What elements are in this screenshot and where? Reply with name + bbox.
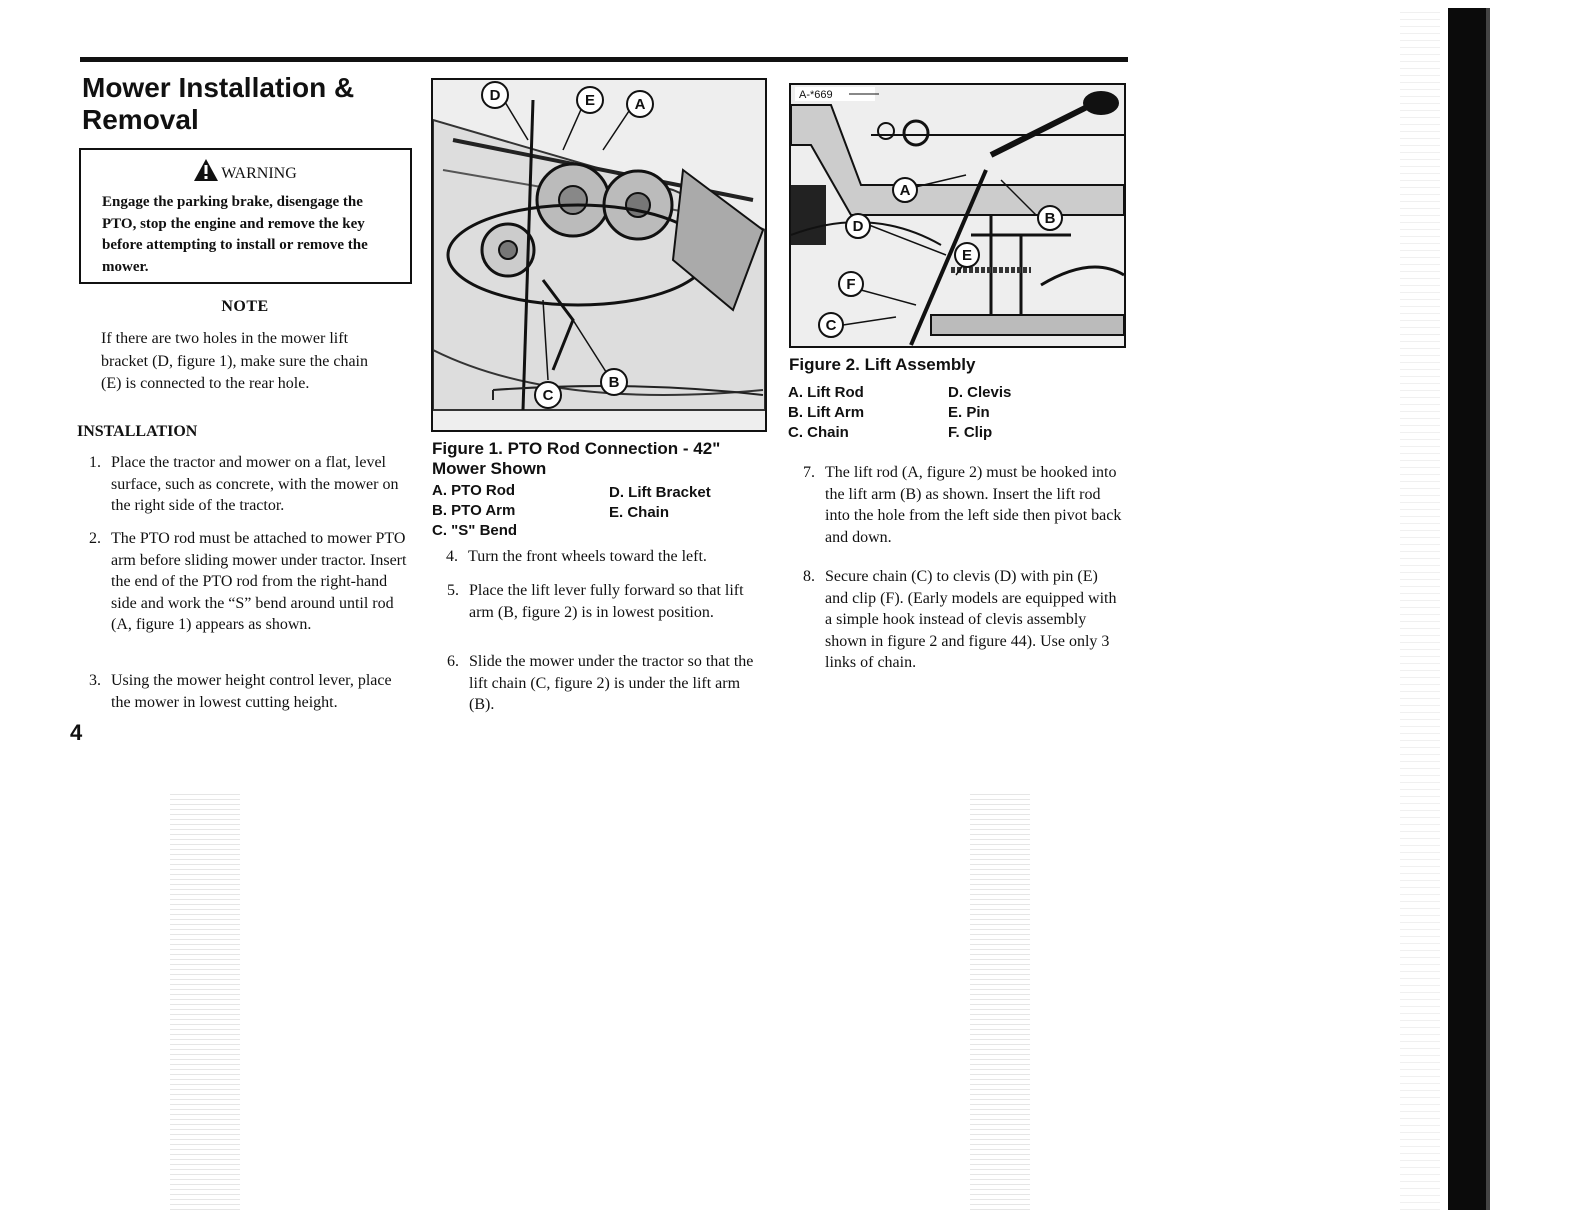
step-4: [446, 546, 766, 568]
warning-heading: [100, 158, 390, 183]
scan-noise: [970, 790, 1030, 1210]
callout-e: E: [584, 92, 596, 109]
legend-item: A. PTO Rod: [432, 482, 516, 499]
step-5: [447, 580, 767, 623]
figure-2-caption: Figure 2. Lift Assembly: [789, 355, 976, 374]
figure-1-caption: Figure 1. PTO Rod Connection - 42" Mower Shown: [432, 439, 721, 478]
figure-2-ref: A-*669: [799, 89, 833, 101]
pto-rod-illustration: [433, 80, 765, 430]
figure-2-image: [789, 83, 1126, 348]
step-7: [803, 462, 1123, 548]
warning-heading-text: WARNING: [221, 165, 297, 182]
step-text: Place the tractor and mower on a flat, level surface, such as concrete, with the mower on the right side of the tractor.: [111, 454, 399, 514]
callout-b: B: [608, 374, 620, 391]
legend-item: B. Lift Arm: [788, 404, 865, 421]
page-number: 4: [70, 720, 83, 745]
installation-heading: INSTALLATION: [77, 423, 198, 440]
step-6: [447, 651, 767, 716]
step-number: 1.: [89, 454, 101, 471]
callout-c: C: [825, 317, 837, 334]
figure-2-legend-right: [948, 383, 1098, 443]
callout-e: E: [961, 247, 973, 264]
callout-d: D: [489, 87, 501, 104]
step-number: 7.: [803, 464, 815, 481]
scan-noise: [170, 790, 240, 1210]
step-text: The PTO rod must be attached to mower PTO arm before sliding mower under tractor. Insert the end of the PTO rod from the right-hand side and work the “S” bend around until rod (A, figure 1) appears as shown.: [111, 530, 407, 633]
step-text: Using the mower height control lever, place the mower in lowest cutting height.: [111, 672, 392, 711]
legend-item: C. "S" Bend: [432, 522, 518, 539]
legend-item: B. PTO Arm: [432, 502, 516, 519]
step-number: 2.: [89, 530, 101, 547]
scan-binding-edge: [1448, 8, 1488, 1210]
step-text: The lift rod (A, figure 2) must be hooked into the lift arm (B) as shown. Insert the lift rod into the hole from the left side then pivot back and down.: [825, 464, 1122, 546]
step-2: [89, 528, 409, 636]
warning-triangle-icon: [193, 158, 219, 182]
step-3: [89, 670, 409, 713]
legend-item: D. Clevis: [948, 384, 1012, 401]
step-text: Secure chain (C) to clevis (D) with pin (E) and clip (F). (Early models are equipped with a simple hook instead of clevis assembly shown in figure 2 and figure 44). Use only 3 links of chain.: [825, 568, 1117, 671]
step-text: Turn the front wheels toward the left.: [468, 548, 707, 565]
header-rule: [80, 57, 1128, 62]
step-8: [803, 566, 1123, 674]
scan-binding-edge-highlight: [1486, 8, 1490, 1210]
step-number: 5.: [447, 582, 459, 599]
figure-1-image: [431, 78, 767, 432]
figure-2-legend-left: [788, 383, 938, 443]
callout-d: D: [852, 218, 864, 235]
figure-1-legend-right: [609, 483, 769, 523]
scan-noise: [1400, 10, 1440, 1210]
callout-b: B: [1044, 210, 1056, 227]
legend-item: E. Pin: [948, 404, 990, 421]
note-heading: NOTE: [221, 298, 269, 315]
callout-c: C: [542, 387, 554, 404]
legend-item: A. Lift Rod: [788, 384, 864, 401]
note-text: If there are two holes in the mower lift bracket (D, figure 1), make sure the chain (E) is connected to the rear hole.: [101, 330, 368, 392]
legend-item: E. Chain: [609, 504, 670, 521]
legend-item: D. Lift Bracket: [609, 484, 711, 501]
callout-a: A: [899, 182, 911, 199]
figure-1-legend-left: [432, 481, 602, 541]
legend-item: C. Chain: [788, 424, 849, 441]
legend-item: F. Clip: [948, 424, 993, 441]
step-number: 4.: [446, 548, 458, 565]
step-text: Slide the mower under the tractor so that the lift chain (C, figure 2) is under the lift arm (B).: [469, 653, 754, 713]
warning-text: Engage the parking brake, disengage the PTO, stop the engine and remove the key before attempting to install or remove the mower.: [102, 194, 368, 275]
step-text: Place the lift lever fully forward so that lift arm (B, figure 2) is in lowest position.: [469, 582, 744, 621]
callout-f: F: [846, 276, 856, 293]
step-number: 3.: [89, 672, 101, 689]
callout-a: A: [634, 96, 646, 113]
lift-assembly-illustration: [791, 85, 1124, 346]
step-1: [89, 452, 409, 517]
step-number: 8.: [803, 568, 815, 585]
page-title: Mower Installation & Removal: [82, 72, 355, 135]
step-number: 6.: [447, 653, 459, 670]
